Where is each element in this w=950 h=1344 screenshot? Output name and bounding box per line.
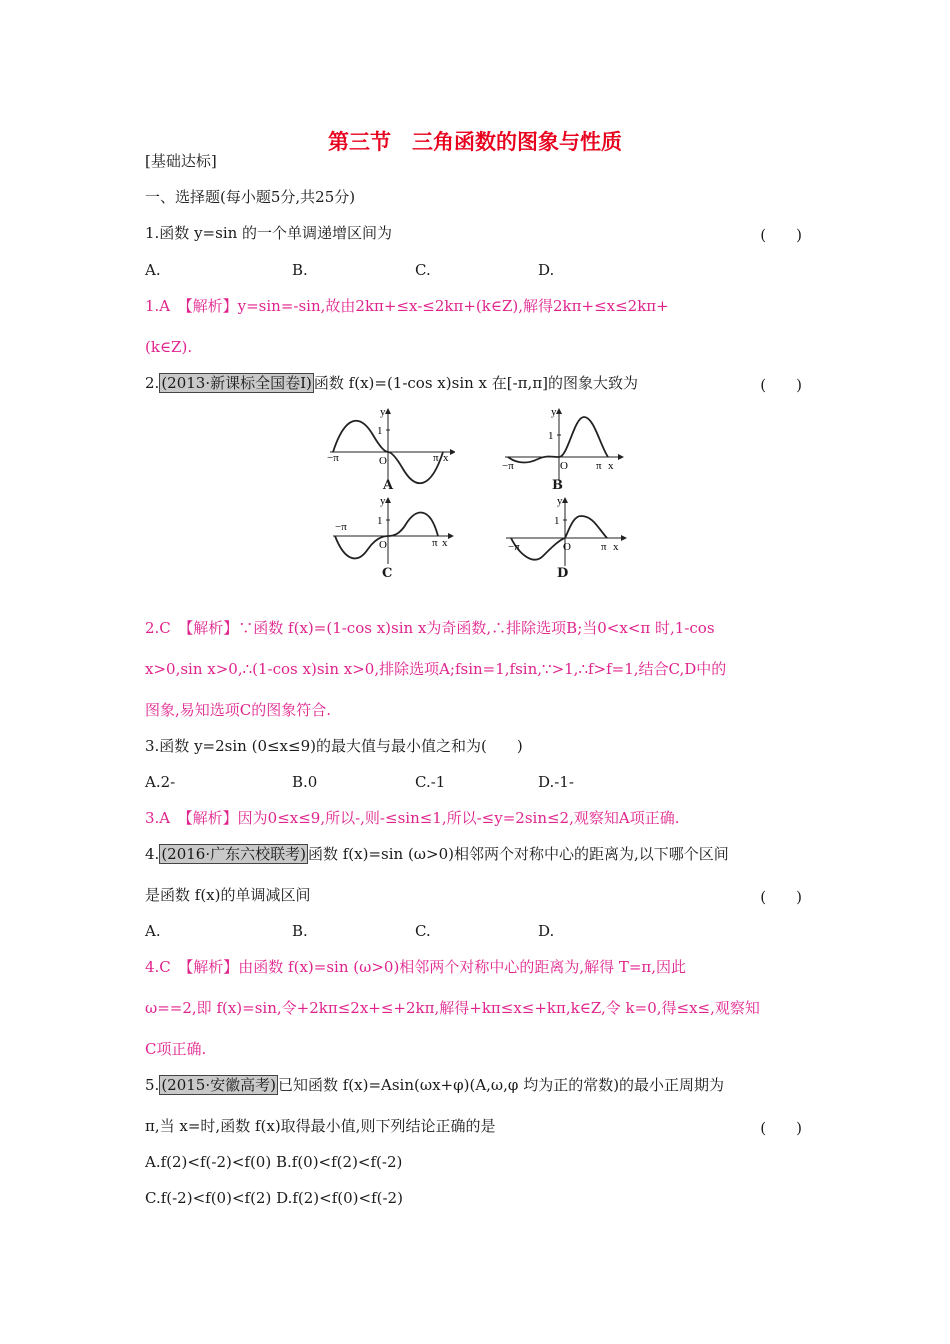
- q2-graph-a-pi-label: π: [433, 452, 439, 464]
- q5-answer-bracket: ( ): [760, 1119, 802, 1137]
- q1-answer-bracket: ( ): [760, 226, 802, 244]
- q5-stem-line2: π,当 x=时,函数 f(x)取得最小值,则下列结论正确的是: [145, 1117, 496, 1135]
- q4-source-tag: (2016·广东六校联考): [161, 845, 306, 863]
- q1-option-d: D.: [538, 261, 555, 279]
- q2-graph-b-x-label: x: [608, 460, 614, 472]
- q4-stem: 函数 f(x)=sin (ω>0)相邻两个对称中心的距离为,以下哪个区间: [307, 845, 729, 863]
- q2-graph-d-one-label: 1: [554, 515, 560, 527]
- q2-answer-line1: 2.C 【解析】∵函数 f(x)=(1-cos x)sin x为奇函数,∴排除选项B;当0<x<π 时,1-cos: [145, 619, 715, 637]
- q2-graph-c-pi-label: π: [432, 537, 438, 549]
- q2-graph-c-negpi-label: −π: [335, 521, 347, 533]
- q2-graph-c-y-label: y: [380, 495, 386, 507]
- q3-answer: 3.A 【解析】因为0≤x≤9,所以-,则-≤sin≤1,所以-≤y=2sin≤2,观察知A项正确.: [145, 809, 680, 827]
- q2-graph-b-pi-label: π: [596, 460, 602, 472]
- q2-graph-b-y-label: y: [551, 406, 557, 418]
- q3-option-c: C.-1: [415, 773, 446, 791]
- q4-stem-line2: 是函数 f(x)的单调减区间: [145, 886, 311, 904]
- q2-graph-a: [325, 405, 455, 485]
- q5-number: 5.: [145, 1076, 160, 1094]
- q2-graph-c-one-label: 1: [377, 515, 383, 527]
- q4-answer-line1: 4.C 【解析】由函数 f(x)=sin (ω>0)相邻两个对称中心的距离为,解得 T=π,因此: [145, 958, 687, 976]
- q2-graph-b-origin-label: O: [560, 460, 568, 472]
- q2-graph-c-x-label: x: [442, 537, 448, 549]
- q1-answer-line2: (k∈Z).: [145, 338, 193, 356]
- q2-graph-c: [330, 494, 460, 574]
- q5-options-line2: C.f(-2)<f(0)<f(2) D.f(2)<f(0)<f(-2): [145, 1189, 403, 1207]
- q2-stem-line: [145, 374, 638, 392]
- q2-graph-a-y-label: y: [380, 406, 386, 418]
- q5-stem: 已知函数 f(x)=Asin(ωx+φ)(A,ω,φ 均为正的常数)的最小正周期为: [277, 1076, 725, 1094]
- q2-graph-a-caption: A: [383, 478, 394, 493]
- q2-graph-a-negpi-label: −π: [327, 452, 339, 464]
- q2-graph-d-negpi-label: −π: [508, 541, 520, 553]
- section-label: [基础达标]: [145, 152, 217, 170]
- q2-answer-line3: 图象,易知选项C的图象符合.: [145, 701, 332, 719]
- q5-stem-line: [145, 1076, 724, 1094]
- q1-option-b: B.: [292, 261, 308, 279]
- q1-option-c: C.: [415, 261, 431, 279]
- q3-stem: 3.函数 y=2sin (0≤x≤9)的最大值与最小值之和为( ): [145, 737, 523, 755]
- q2-graph-b-one-label: 1: [548, 430, 554, 442]
- q2-source-tag: (2013·新课标全国卷Ⅰ): [161, 374, 312, 392]
- q2-graph-d-x-label: x: [613, 541, 619, 553]
- q2-graph-b-negpi-label: −π: [502, 460, 514, 472]
- q5-options-line1: A.f(2)<f(-2)<f(0) B.f(0)<f(2)<f(-2): [145, 1153, 403, 1171]
- q2-answer-bracket-visible: ( ): [760, 376, 802, 394]
- q3-option-a: A.2-: [145, 773, 176, 791]
- q4-option-d: D.: [538, 922, 555, 940]
- q4-answer-bracket: ( ): [760, 888, 802, 906]
- q2-graph-d-caption: D: [557, 566, 569, 581]
- q2-graph-c-origin-label: O: [379, 539, 387, 551]
- q2-graph-b-caption: B: [552, 478, 563, 493]
- q4-option-a: A.: [145, 922, 161, 940]
- q3-option-d: D.-1-: [538, 773, 574, 791]
- q4-answer-line3: C项正确.: [145, 1040, 207, 1058]
- q3-option-b: B.0: [292, 773, 318, 791]
- q2-answer-line2: x>0,sin x>0,∴(1-cos x)sin x>0,排除选项A;fsin=1,fsin,∵>1,∴f>f=1,结合C,D中的: [145, 660, 727, 678]
- q1-answer-line1: 1.A 【解析】y=sin=-sin,故由2kπ+≤x-≤2kπ+(k∈Z),解得2kπ+≤x≤2kπ+: [145, 297, 669, 315]
- q2-graph-c-caption: C: [382, 566, 393, 581]
- q1-stem: 1.函数 y=sin 的一个单调递增区间为: [145, 224, 393, 242]
- q2-graph-d-y-label: y: [557, 495, 563, 507]
- q4-option-c: C.: [415, 922, 431, 940]
- q2-number: 2.: [145, 374, 160, 392]
- q4-answer-line2: ω==2,即 f(x)=sin,令+2kπ≤2x+≤+2kπ,解得+kπ≤x≤+kπ,k∈Z,令 k=0,得≤x≤,观察知: [145, 999, 760, 1017]
- q4-number: 4.: [145, 845, 160, 863]
- q1-option-a: A.: [145, 261, 161, 279]
- q2-graph-a-one-label: 1: [377, 425, 383, 437]
- q2-stem: 函数 f(x)=(1-cos x)sin x 在[-π,π]的图象大致为: [313, 374, 639, 392]
- q4-stem-line: [145, 845, 729, 863]
- q4-option-b: B.: [292, 922, 308, 940]
- q2-graph-a-origin-label: O: [379, 455, 387, 467]
- part-heading: 一、选择题(每小题5分,共25分): [145, 188, 356, 206]
- q2-graph-a-x-label: x: [443, 452, 449, 464]
- page-title: 第三节 三角函数的图象与性质: [328, 130, 622, 154]
- q5-source-tag: (2015·安徽高考): [161, 1076, 276, 1094]
- q2-graph-b: [500, 405, 630, 485]
- q2-graph-d: [503, 494, 633, 574]
- q2-graph-d-pi-label: π: [601, 541, 607, 553]
- q2-graph-d-origin-label: O: [563, 541, 571, 553]
